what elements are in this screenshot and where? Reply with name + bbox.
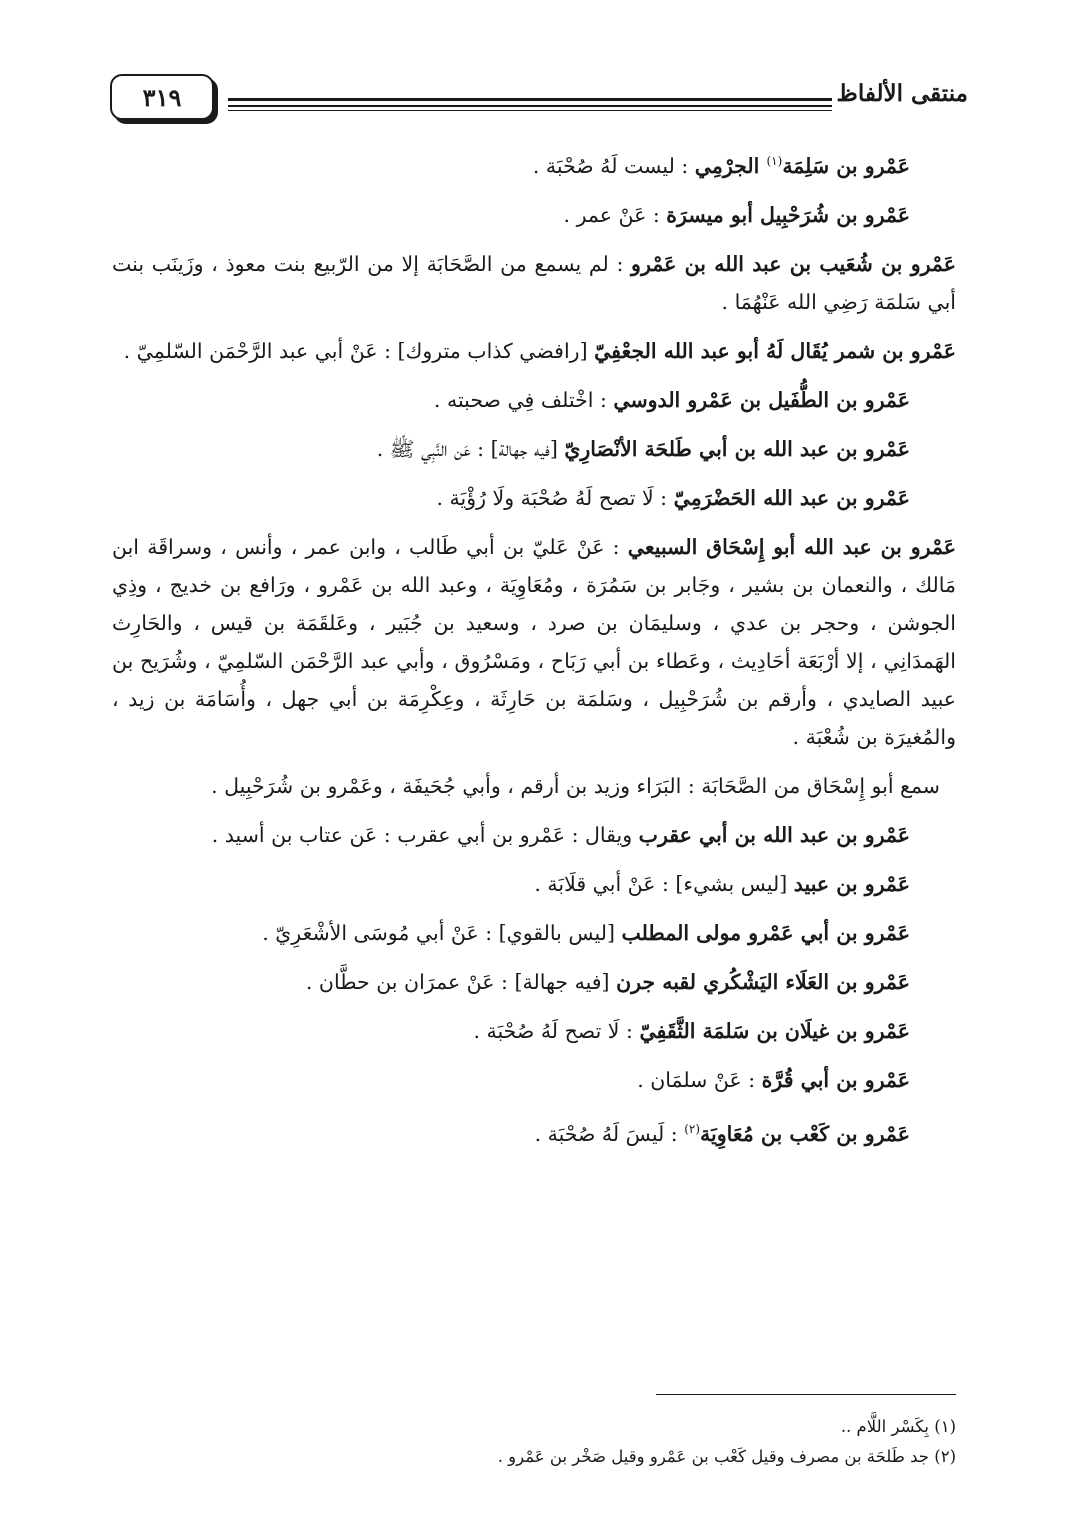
- entry-text: : لَا تصح لَهُ صُحْبَة ولَا رُؤْيَة .: [436, 485, 674, 510]
- entry-amr-ibn-kab: [112, 1110, 910, 1153]
- entry-text: ويقال : عَمْرو بن أبي عقرب : عَن عتاب بن أسيد .: [211, 822, 639, 847]
- header-rule-thin: [228, 105, 832, 107]
- entry-text: : عَنْ عَليّ بن أبي طَالب ، وابن عمر ، وأنس ، وسراقَة ابن مَالك ، والنعمان بن بشير ، وجَابر بن سَمُرَة ، ومُعَاوِيَة ، وعبد الله بن عَمْرو ، ورَافع بن خديج ، وذِي الجوشن ، وحجر بن عدي ، وسليمَان بن صرد ، وسعيد بن جُبَير ، وعَلقَمَة بن قيس ، والحَارِث الهَمدَانِي ، إلا أرْبَعَة أحَادِيث ، وعَطاء بن أبي رَبَاح ، ومَسْرُوق ، وأبي عبد الرَّحْمَن السّلمِيّ ، وشُرَيح بن عبيد الصايدي ، وأرقم بن شُرَحْبِيل ، وسَلمَة بن حَارِثَة ، وعِكْرِمَة بن أبي جهل ، وأُسَامَة بن زيد ، والمُغيرَة بن شُعْبَة .: [112, 534, 956, 749]
- entry-text: [ليس بالقوي] : عَنْ أبي مُوسَى الأشْعَرِيّ .: [262, 920, 622, 945]
- entry-name: عَمْرو بن شُعَيب بن عبد الله بن عَمْرو: [631, 251, 956, 276]
- entry-text: : لَيسَ لَهُ صُحْبَة .: [534, 1121, 685, 1146]
- entry-amr-ibn-shurahbil: [112, 196, 910, 234]
- entry-amr-ibn-abi-amr: [112, 914, 910, 952]
- footnote-separator: [656, 1394, 956, 1395]
- entry-amr-ibn-shuayb: [112, 245, 956, 321]
- entry-amr-ibn-tufayl: [112, 381, 910, 419]
- main-text: [112, 142, 956, 1164]
- entry-amr-ibn-abi-qurra: [112, 1061, 910, 1099]
- entry-text: : اخْتلف فِي صحبته .: [433, 387, 614, 412]
- entry-amr-ibn-ghaylan: [112, 1012, 910, 1050]
- entry-amr-ibn-ubayd: [112, 865, 910, 903]
- entry-name: عَمْرو بن شمر يُقَال لَهُ أبو عبد الله الجعْفِيّ: [594, 338, 956, 363]
- entry-name: عَمْرو بن غيلَان بن سَلمَة الثَّقَفِيّ: [639, 1018, 910, 1043]
- entry-amr-ibn-abdullah-hadrami: [112, 479, 910, 517]
- entry-name: عَمْرو بن عبد الله بن أبي طَلحَة الأنْصَارِيّ: [564, 436, 910, 461]
- entry-name: عَمْرو بن أبي عَمْرو مولى المطلب: [621, 920, 910, 945]
- header-rule: [228, 98, 832, 101]
- entry-name: عَمْرو بن عبد الله أبو إِسْحَاق السبيعي: [627, 534, 957, 559]
- entry-amr-ibn-salima: [112, 142, 910, 185]
- entry-name: عَمْرو بن عبد الله الحَضْرَمِيّ: [673, 485, 910, 510]
- footnotes: [112, 1412, 956, 1472]
- entry-amr-ibn-abdullah-ansari: [112, 430, 910, 468]
- entry-text: : لم يسمع من الصَّحَابَة إلا من الرّبيع بنت معوذ ، وزَينَب بنت أبي سَلمَة رَضِي الله عَنْهُمَا .: [112, 251, 956, 314]
- entry-text: [رافضي كذاب متروك] : عَنْ أبي عبد الرَّحْمَن السّلمِيّ .: [123, 338, 595, 363]
- entry-abu-ishaq-subayi: [112, 528, 956, 756]
- footnote-1: (١) بِكَسْر اللَّام ..: [840, 1417, 956, 1436]
- entry-text: [فيه جهالة] : عَنْ عمرَان بن حطَّان .: [305, 969, 617, 994]
- footnote-2: (٢) جد طَلحَة بن مصرف وقيل كَعْب بن عَمْرو وقيل صَخْر بن عَمْرو .: [497, 1447, 956, 1466]
- entry-text: سمع أبو إِسْحَاق من الصَّحَابَة : البَرَاء وزيد بن أرقم ، وأبي جُحَيفَة ، وعَمْرو بن شُرَحْبِيل .: [211, 773, 940, 798]
- entry-amr-ibn-shamir: [112, 332, 956, 370]
- entry-name-suffix: الجرْمِي: [694, 153, 767, 178]
- footnote-marker: (١): [766, 154, 783, 168]
- entry-text: : ليست لَهُ صُحْبَة .: [532, 153, 695, 178]
- page-number: ٣١٩: [110, 74, 214, 120]
- entry-name: عَمْرو بن العَلَاء اليَشْكُري لقبه جرن: [616, 969, 910, 994]
- entry-amr-ibn-abi-aqrab: [112, 816, 910, 854]
- header-rule-hairline: [228, 110, 832, 111]
- entry-text: [ليس بشيء] : عَنْ أبي قلَابَة .: [534, 871, 794, 896]
- entry-name: عَمْرو بن الطُّفَيل بن عَمْرو الدوسي: [613, 387, 910, 412]
- page-header: [110, 74, 968, 130]
- entry-name: عَمْرو بن عبد الله بن أبي عقرب: [638, 822, 910, 847]
- entry-name: عَمْرو بن سَلِمَة: [782, 153, 910, 178]
- footnote-marker: (٢): [684, 1121, 701, 1136]
- entry-name: عَمْرو بن كَعْب بن مُعَاوِيَة: [700, 1121, 910, 1146]
- entry-text: : عَنْ سلمَان .: [637, 1067, 762, 1092]
- entry-text: : عَنْ عمر .: [563, 202, 667, 227]
- entry-name: عَمْرو بن أبي قُرَّة: [761, 1067, 910, 1092]
- entry-text: [فيه جهالة] : عَن النَّبِي ﷺ .: [376, 436, 565, 461]
- book-title: منتقى الألفاظ: [836, 80, 968, 107]
- entry-abu-ishaq-companions: [112, 767, 940, 805]
- entry-amr-ibn-ala: [112, 963, 910, 1001]
- entry-name: عَمْرو بن شُرَحْبِيل أبو ميسرَة: [666, 202, 910, 227]
- entry-text: : لَا تصح لَهُ صُحْبَة .: [473, 1018, 640, 1043]
- entry-name: عَمْرو بن عبيد: [793, 871, 910, 896]
